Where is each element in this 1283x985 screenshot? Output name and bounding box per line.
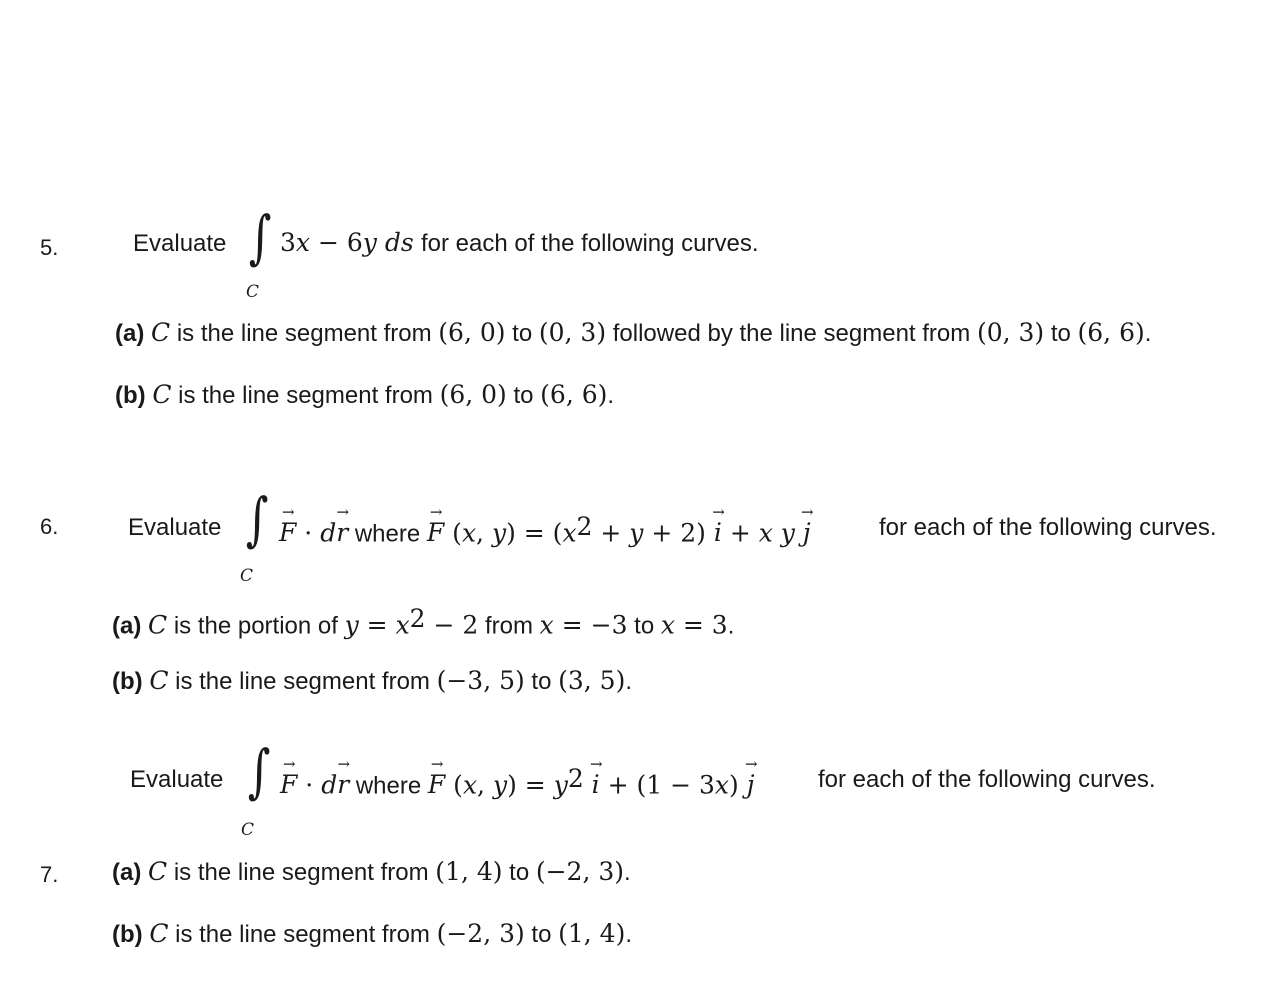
part-b: (b) C is the line segment from (6, 0) to (6, 6). bbox=[115, 380, 615, 409]
integral-subscript: C bbox=[246, 282, 260, 302]
instruction-suffix: for each of the following curves. bbox=[818, 766, 1156, 793]
integrand: → F · d→ r where → F (x, $y) = y^2 \to i + (1 - 3x) \to j$ bbox=[280, 764, 755, 800]
part-a: (a) C is the portion of $y = x^2 - 2$ from x = −3 to x = 3. bbox=[112, 604, 735, 640]
integral-sign: ∫ bbox=[248, 203, 272, 271]
problem-number: 5. bbox=[40, 235, 59, 260]
instruction-suffix: for each of the following curves. bbox=[879, 514, 1217, 541]
integrand: → F · d→ r where → F (x, $y) = (x^2 + y + 2) \to i + x$ y → j bbox=[279, 512, 811, 548]
part-a: (a) C is the line segment from (1, 4) to (−2, 3). bbox=[112, 857, 631, 886]
part-a: (a) C is the line segment from (6, 0) to (0, 3) followed by the line segment from (0, 3) to (6, 6). bbox=[115, 318, 1152, 347]
part-b: (b) C is the line segment from (−2, 3) to (1, 4). bbox=[112, 919, 633, 948]
evaluate-label: Evaluate bbox=[130, 766, 224, 793]
integral-subscript: C bbox=[240, 566, 254, 586]
problem-number: 7. bbox=[40, 862, 59, 887]
problem-number: 6. bbox=[40, 514, 59, 539]
integral-sign: ∫ bbox=[247, 737, 271, 805]
integrand: 3x − 6y ds bbox=[280, 228, 414, 257]
integral-sign: ∫ bbox=[245, 485, 269, 553]
evaluate-label: Evaluate bbox=[128, 514, 222, 541]
evaluate-label: Evaluate bbox=[133, 230, 227, 257]
integral-subscript: C bbox=[241, 820, 255, 840]
part-b: (b) C is the line segment from (−3, 5) to (3, 5). bbox=[112, 666, 633, 695]
instruction-suffix: for each of the following curves. bbox=[421, 230, 759, 257]
